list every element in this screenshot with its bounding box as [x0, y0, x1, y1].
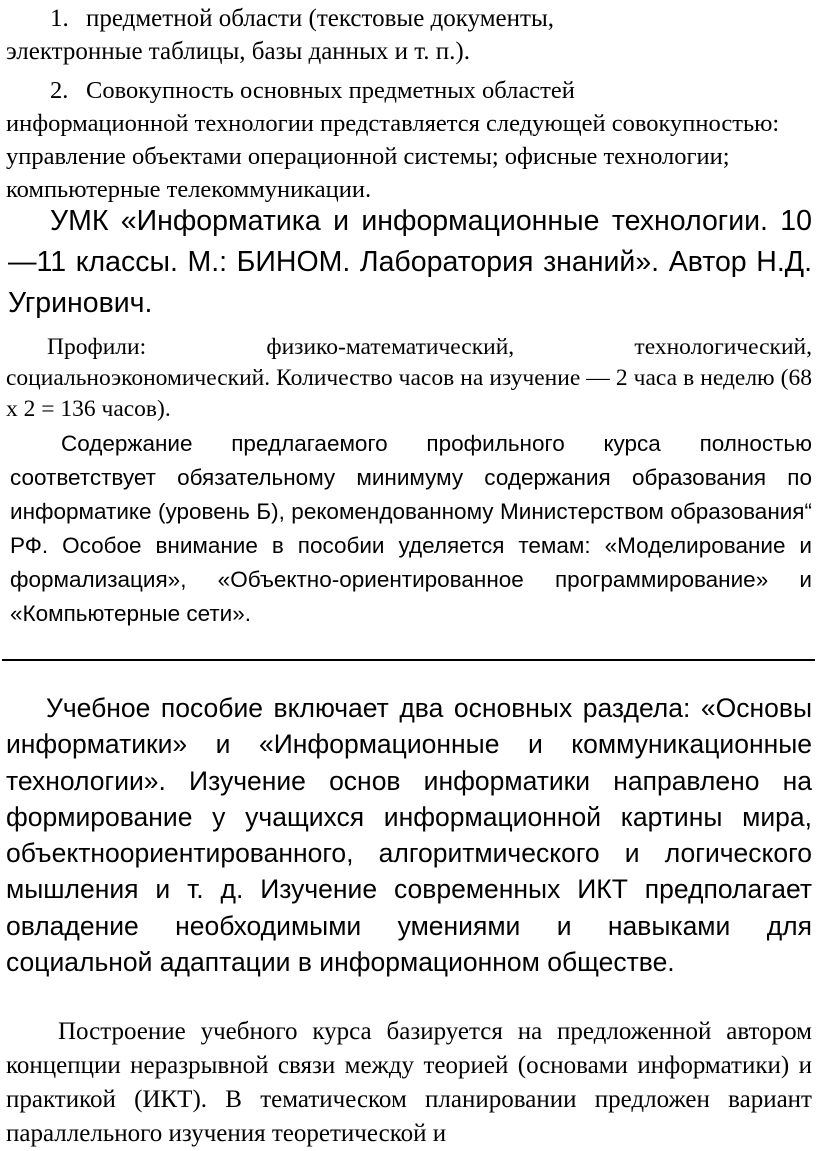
list-item-text-continuation: информационной технологии представляется следующей совокупностью: управление объектами операционной системы; офисные технологии; компьютерные телекоммуникации.: [6, 110, 780, 203]
umk-heading: УМК «Информатика и информационные технологии. 10—11 классы. М.: БИНОМ. Лаборатория знаний». Автор Н.Д. Угринович.: [8, 205, 812, 319]
list-item-number: 2.: [50, 77, 69, 104]
construction-paragraph: Построение учебного курса базируется на предложенной автором концепции неразрывной связи между теорией (основами информатики) и практикой (ИКТ). В тематическом планировании предложен вариант параллельного изучения теоретической и: [6, 1018, 812, 1147]
profiles-paragraph: Профили: физико-математический, технологический, социальноэкономический. Количество часов на изучение — 2 часа в неделю (68 х 2 = 136 часов).: [6, 334, 812, 422]
numbered-list: [6, 2, 812, 206]
list-item-text-start: Совокупность основных предметных областей: [86, 77, 575, 104]
list-item-text-continuation: электронные таблицы, базы данных и т. п.).: [6, 38, 470, 65]
list-item-number: 1.: [50, 5, 69, 32]
content-paragraph: Содержание предлагаемого профильного курса полностью соответствует обязательному минимуму содержания образования по информатике (уровень Б), рекомендованному Министерством образования“ РФ. Особое внимание в пособии уделяется темам: «Моделирование и формализация», «Объектно-ориентированное программирование» и «Компьютерные сети».: [10, 431, 812, 626]
list-item-text-start: предметной области (текстовые документы,: [86, 5, 554, 32]
section-divider: [2, 659, 815, 661]
list-item: [6, 2, 812, 68]
list-item: [6, 74, 812, 206]
textbook-paragraph: Учебное пособие включает два основных раздела: «Основы информатики» и «Информационные и коммуникационные технологии». Изучение основ информатики направлено на формирование у учащихся информационной картины мира, объектноориентированного, алгоритмического и логического мышления и т. д. Изучение современных ИКТ предполагает овладение необходимыми умениями и навыками для социальной адаптации в информационном обществе.: [6, 693, 812, 978]
